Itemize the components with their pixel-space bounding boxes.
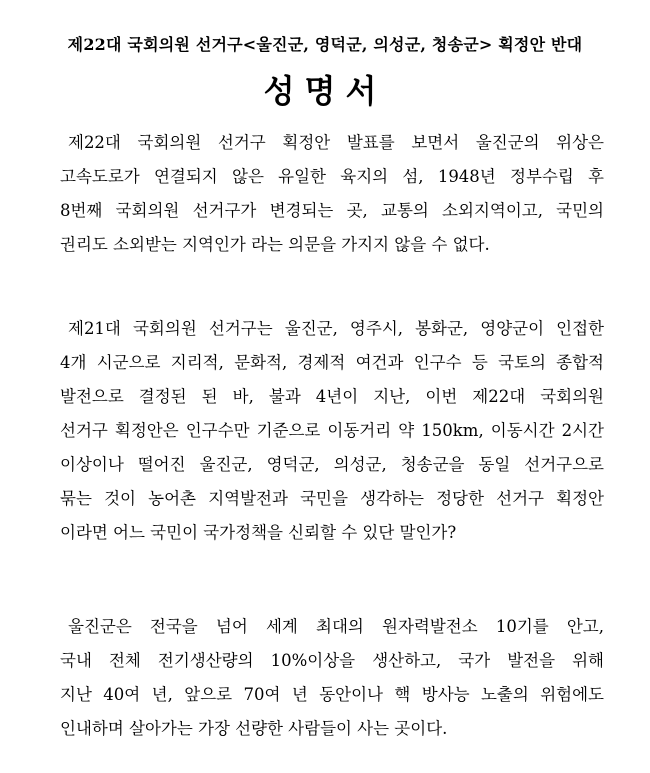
paragraph-line: 묶는 것이 농어촌 지역발전과 국민을 생각하는 정당한 선거구 획정안 [60, 489, 604, 508]
paragraph-line: 국내 전체 전기생산량의 10%이상을 생산하고, 국가 발전을 위해 [60, 651, 604, 670]
paragraph-line: 지난 40여 년, 앞으로 70여 년 동안이나 핵 방사능 노출의 위험에도 [60, 685, 604, 704]
paragraph-line: 4개 시군으로 지리적, 문화적, 경제적 여건과 인구수 등 국토의 종합적 [60, 353, 604, 372]
paragraph-2 [60, 312, 604, 550]
paragraph-line: 제22대 국회의원 선거구 획정안 발표를 보면서 울진군의 위상은 [68, 133, 604, 152]
paragraph-3 [60, 610, 604, 746]
paragraph-line: 고속도로가 연결되지 않은 유일한 육지의 섬, 1948년 정부수립 후 [60, 167, 604, 186]
document-subtitle: 제22대 국회의원 선거구<울진군, 영덕군, 의성군, 청송군> 획정안 반대 [67, 35, 583, 54]
paragraph-1 [60, 126, 604, 262]
paragraph-line: 울진군은 전국을 넘어 세계 최대의 원자력발전소 10기를 안고, [68, 617, 604, 636]
paragraph-line: 8번째 국회의원 선거구가 변경되는 곳, 교통의 소외지역이고, 국민의 [60, 201, 604, 220]
paragraph-line: 제21대 국회의원 선거구는 울진군, 영주시, 봉화군, 영양군이 인접한 [68, 319, 604, 338]
paragraph-line: 발전으로 결정된 된 바, 불과 4년이 지난, 이번 제22대 국회의원 [60, 387, 604, 406]
paragraph-line: 이상이나 떨어진 울진군, 영덕군, 의성군, 청송군을 동일 선거구으로 [60, 455, 604, 474]
paragraph-line: 인내하며 살아가는 가장 선량한 사람들이 사는 곳이다. [60, 719, 448, 738]
document-title: 성명서 [263, 72, 387, 110]
paragraph-line: 선거구 획정안은 인구수만 기준으로 이동거리 약 150km, 이동시간 2시간 [60, 421, 604, 440]
paragraph-line: 권리도 소외받는 지역인가 라는 의문을 가지지 않을 수 없다. [60, 235, 490, 254]
paragraph-line: 이라면 어느 국민이 국가정책을 신뢰할 수 있단 말인가? [60, 523, 457, 542]
